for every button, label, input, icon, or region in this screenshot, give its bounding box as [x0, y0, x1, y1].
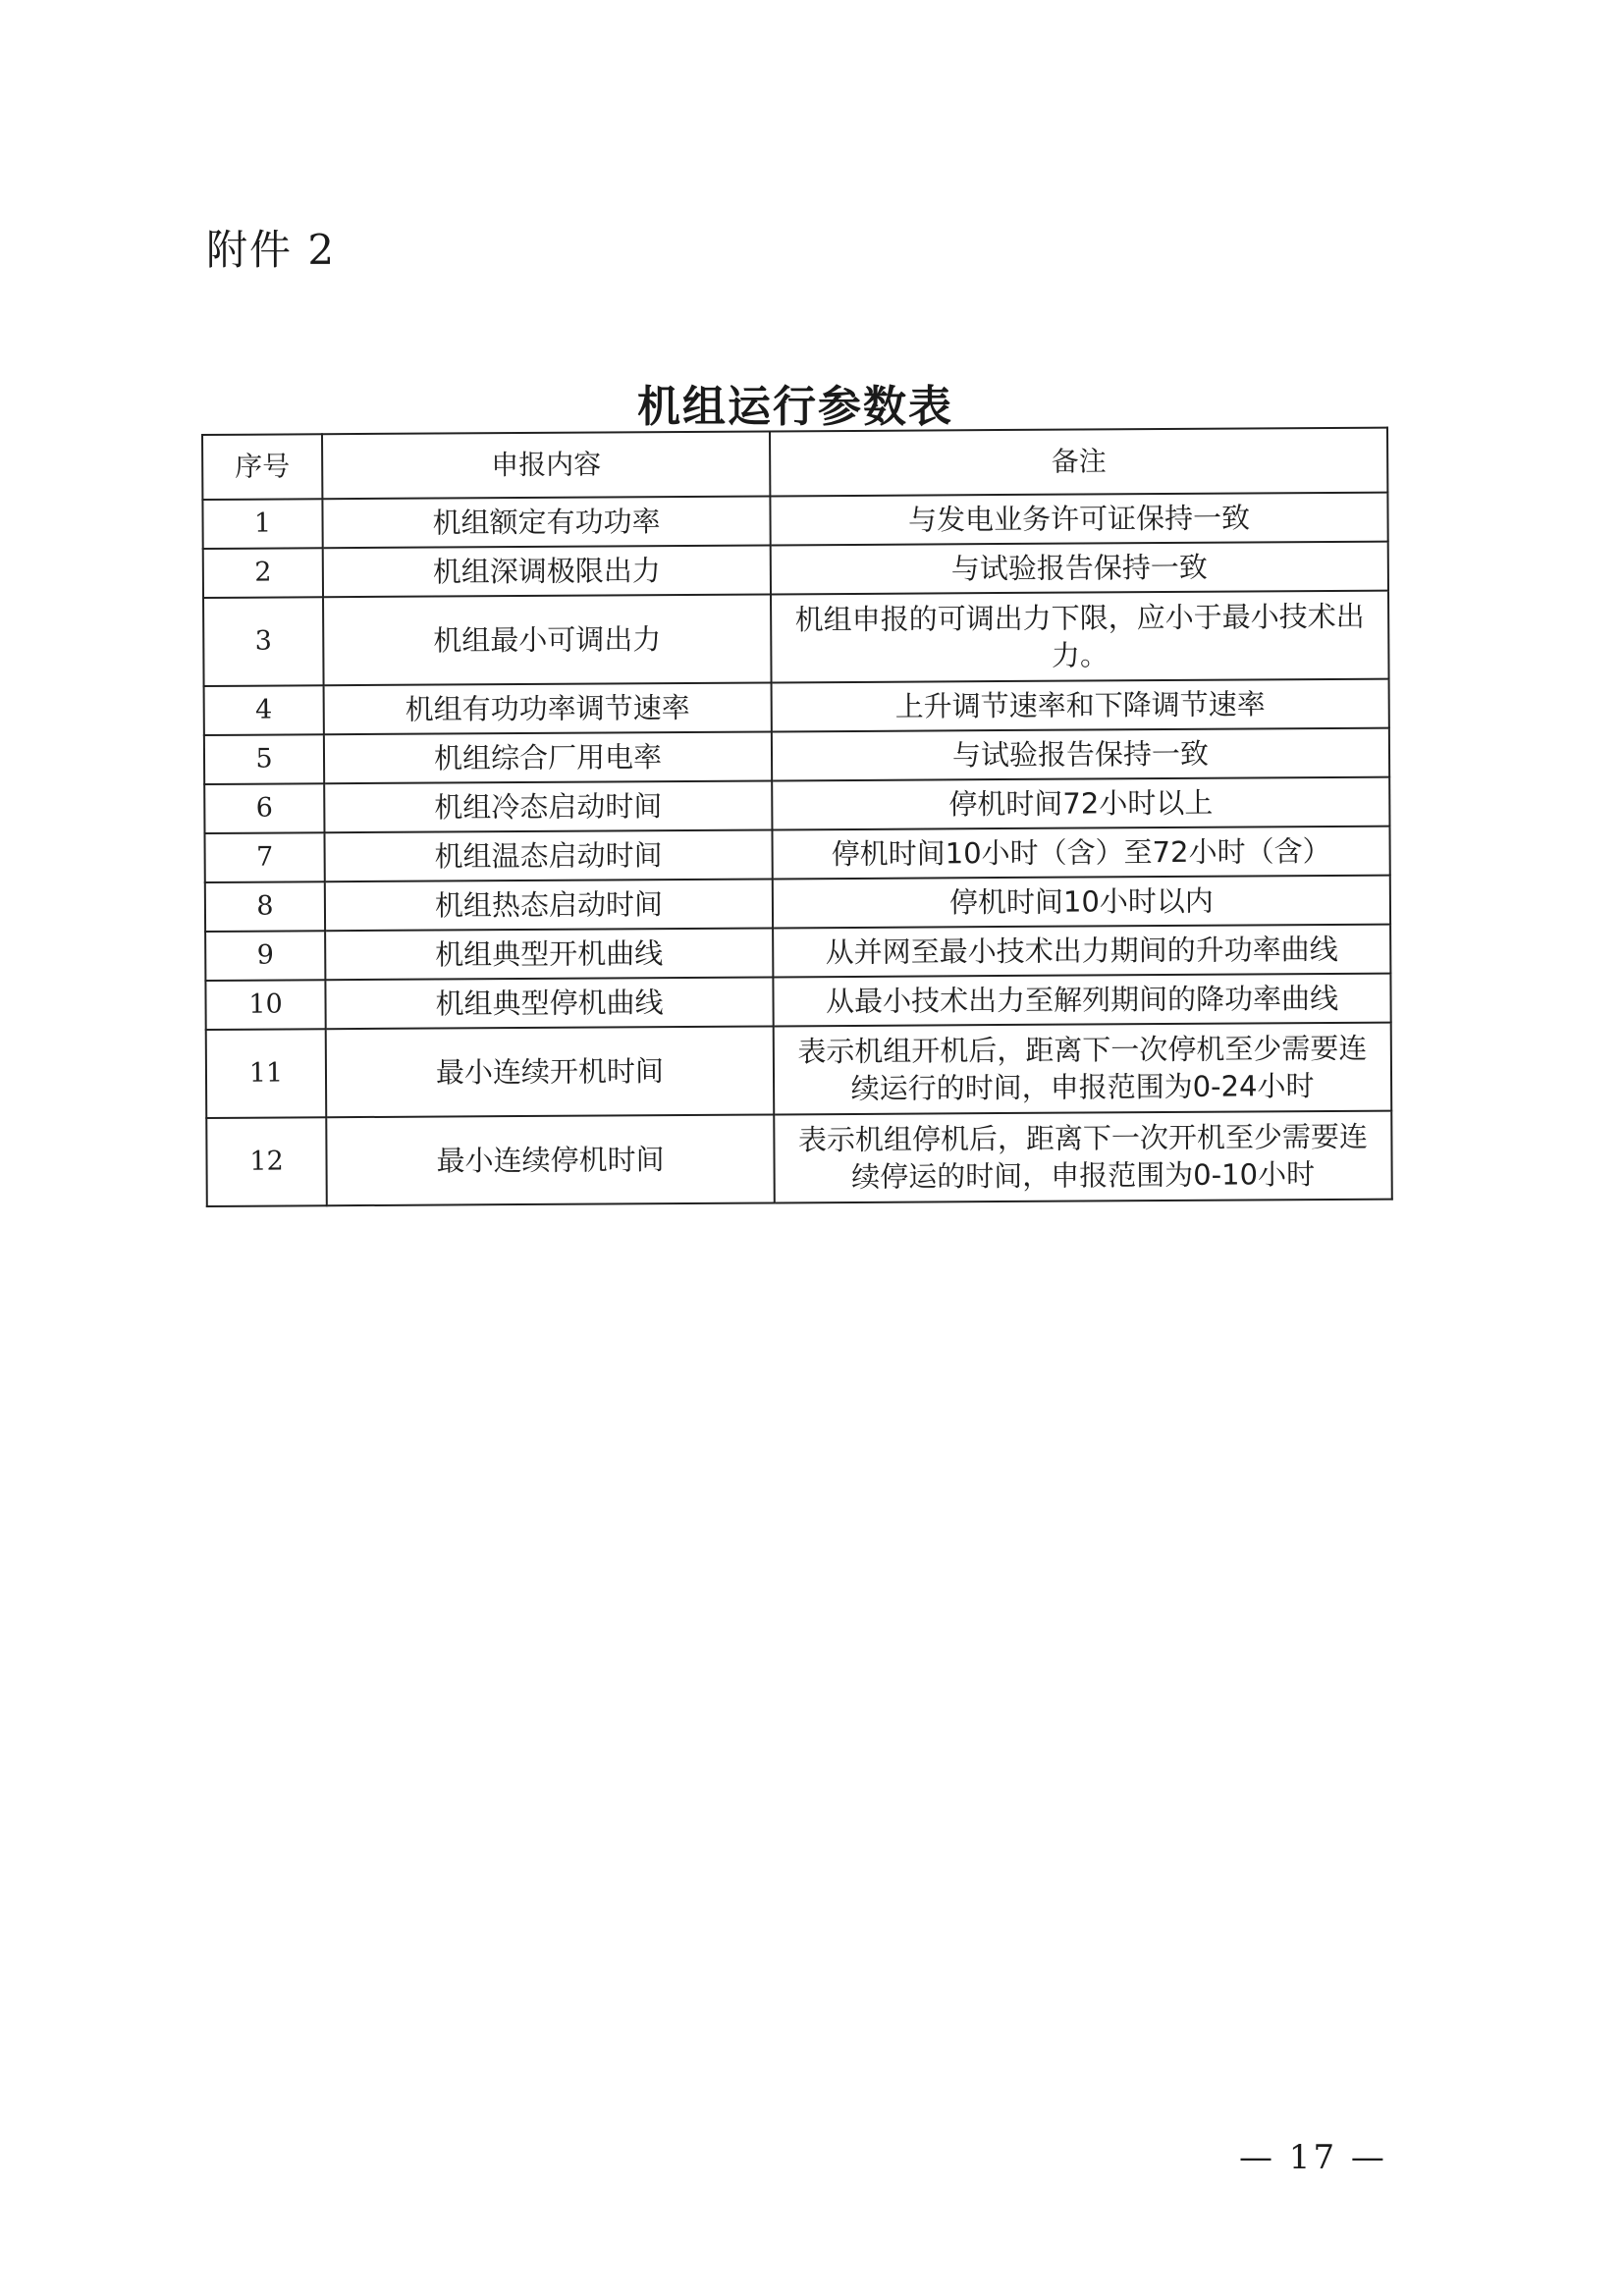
row-note: 与试验报告保持一致 [772, 728, 1389, 781]
row-number: 6 [204, 783, 324, 833]
row-number: 7 [204, 832, 324, 882]
row-note: 与发电业务许可证保持一致 [770, 493, 1387, 546]
unit-parameter-table [201, 427, 1393, 1207]
table-row [204, 728, 1389, 784]
table-row [202, 493, 1387, 549]
table-row [204, 777, 1389, 833]
row-note: 从并网至最小技术出力期间的升功率曲线 [773, 925, 1390, 978]
header-remarks: 备注 [770, 428, 1387, 497]
row-item: 机组有功功率调节速率 [324, 682, 772, 734]
row-item: 机组最小可调出力 [323, 594, 772, 685]
row-number: 1 [202, 499, 322, 549]
page-number: — 17 — [1239, 2138, 1387, 2177]
row-number: 5 [204, 734, 324, 784]
row-number: 9 [205, 931, 325, 981]
table-row [204, 679, 1389, 735]
table-row [204, 827, 1389, 882]
row-item: 最小连续停机时间 [326, 1114, 775, 1205]
row-number: 2 [203, 548, 323, 598]
table-row [203, 591, 1389, 686]
table-header-row [202, 428, 1387, 500]
row-item: 机组温态启动时间 [324, 829, 772, 881]
table-row [206, 1023, 1392, 1118]
row-item: 机组深调极限出力 [323, 545, 771, 597]
row-note: 与试验报告保持一致 [771, 542, 1388, 595]
row-note: 停机时间10小时（含）至72小时（含） [772, 827, 1389, 880]
row-note: 停机时间72小时以上 [772, 777, 1389, 830]
row-number: 3 [203, 597, 324, 686]
row-note: 从最小技术出力至解列期间的降功率曲线 [773, 974, 1390, 1027]
header-serial-number: 序号 [202, 434, 322, 500]
table-row [205, 876, 1390, 932]
row-item: 机组热态启动时间 [325, 879, 773, 931]
row-item: 机组典型停机曲线 [325, 977, 773, 1029]
table-row [203, 542, 1388, 598]
row-note: 表示机组开机后，距离下一次停机至少需要连续运行的时间，申报范围为0-24小时 [774, 1023, 1392, 1115]
row-item: 机组典型开机曲线 [325, 928, 773, 980]
row-note: 上升调节速率和下降调节速率 [772, 679, 1389, 732]
table-row [206, 1111, 1392, 1206]
row-number: 12 [206, 1117, 327, 1206]
row-note: 机组申报的可调出力下限，应小于最小技术出力。 [771, 591, 1389, 683]
table-row [205, 974, 1390, 1030]
table-row [205, 925, 1390, 981]
row-note: 停机时间10小时以内 [773, 876, 1390, 929]
attachment-label: 附件 2 [206, 226, 337, 274]
row-note: 表示机组停机后，距离下一次开机至少需要连续停运的时间，申报范围为0-10小时 [774, 1111, 1392, 1203]
header-declared-item: 申报内容 [322, 431, 770, 499]
table-title: 机组运行参数表 [637, 382, 953, 432]
row-number: 4 [204, 685, 324, 735]
row-number: 10 [205, 980, 325, 1030]
row-item: 机组综合厂用电率 [324, 731, 772, 783]
row-item: 最小连续开机时间 [326, 1026, 775, 1117]
row-number: 11 [206, 1029, 327, 1118]
row-item: 机组额定有功功率 [322, 496, 770, 548]
row-item: 机组冷态启动时间 [324, 780, 772, 832]
row-number: 8 [205, 881, 325, 932]
